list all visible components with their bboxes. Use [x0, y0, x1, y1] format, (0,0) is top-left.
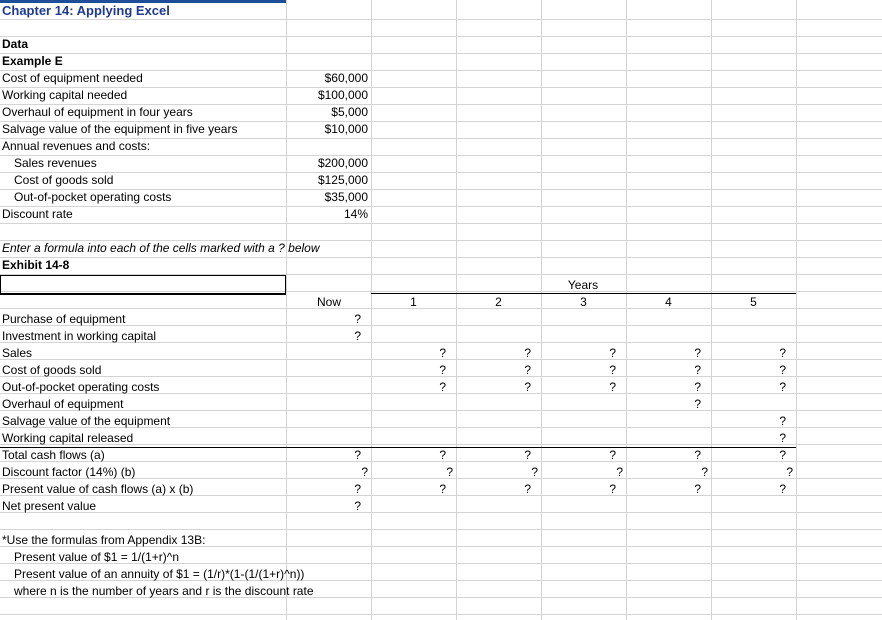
column-header-year[interactable]: 5 [750, 295, 757, 309]
row-gridline [0, 53, 882, 54]
sheet-title[interactable]: Chapter 14: Applying Excel [2, 3, 170, 18]
formula-cell[interactable]: ? [779, 380, 786, 394]
formula-cell[interactable]: ? [609, 482, 616, 496]
formula-cell[interactable]: ? [354, 448, 361, 462]
exhibit-row-label[interactable]: Total cash flows (a) [2, 448, 105, 462]
data-value-cell[interactable]: 14% [343, 207, 368, 221]
formula-cell[interactable]: ? [446, 465, 453, 479]
formula-cell[interactable]: ? [779, 431, 786, 445]
note-line[interactable]: Present value of $1 = 1/(1+r)^n [14, 550, 180, 564]
exhibit-row-label[interactable]: Purchase of equipment [2, 312, 126, 326]
formula-cell[interactable]: ? [779, 346, 786, 360]
formula-cell[interactable]: ? [779, 448, 786, 462]
data-label-cell[interactable]: Cost of equipment needed [2, 71, 143, 85]
data-label-cell[interactable]: Cost of goods sold [14, 173, 114, 187]
row-gridline [0, 87, 882, 88]
formula-cell[interactable]: ? [524, 448, 531, 462]
exhibit-row-label[interactable]: Present value of cash flows (a) x (b) [2, 482, 194, 496]
exhibit-row-label[interactable]: Investment in working capital [2, 329, 157, 343]
header-box-bottom [0, 293, 286, 295]
formula-cell[interactable]: ? [609, 380, 616, 394]
data-label-cell[interactable]: Sales revenues [14, 156, 97, 170]
exhibit-title[interactable]: Exhibit 14-8 [2, 258, 70, 272]
header-box-top [0, 275, 286, 276]
formula-cell[interactable]: ? [439, 346, 446, 360]
data-value-cell[interactable]: $35,000 [324, 190, 368, 204]
row-gridline [0, 206, 882, 207]
formula-cell[interactable]: ? [524, 380, 531, 394]
column-header-now[interactable]: Now [316, 295, 341, 309]
row-gridline [0, 36, 882, 37]
data-label-cell[interactable]: Out-of-pocket operating costs [14, 190, 172, 204]
data-label-cell[interactable]: Working capital needed [2, 88, 128, 102]
exhibit-row-label[interactable]: Cost of goods sold [2, 363, 102, 377]
formula-cell[interactable]: ? [531, 465, 538, 479]
note-line[interactable]: where n is the number of years and r is the discount rate [14, 584, 314, 598]
total-rule [0, 447, 796, 448]
exhibit-row-label[interactable]: Salvage value of the equipment [2, 414, 171, 428]
column-header-year[interactable]: 1 [410, 295, 417, 309]
formula-cell[interactable]: ? [361, 465, 368, 479]
header-box-left [0, 275, 1, 294]
formula-cell[interactable]: ? [439, 380, 446, 394]
row-gridline [0, 410, 882, 411]
formula-cell[interactable]: ? [694, 363, 701, 377]
formula-cell[interactable]: ? [779, 482, 786, 496]
row-gridline [0, 512, 882, 513]
row-gridline [0, 325, 882, 326]
row-gridline [0, 614, 882, 615]
formula-cell[interactable]: ? [524, 363, 531, 377]
data-label-cell[interactable]: Discount rate [2, 207, 73, 221]
data-label-cell[interactable]: Annual revenues and costs: [2, 139, 151, 153]
formula-cell[interactable]: ? [524, 482, 531, 496]
note-line[interactable]: *Use the formulas from Appendix 13B: [2, 533, 206, 547]
exhibit-row-label[interactable]: Overhaul of equipment [2, 397, 124, 411]
data-value-cell[interactable]: $125,000 [317, 173, 368, 187]
column-gridline [796, 0, 797, 620]
row-gridline [0, 257, 882, 258]
years-underline [371, 293, 796, 294]
formula-cell[interactable]: ? [609, 363, 616, 377]
row-gridline [0, 529, 882, 530]
formula-cell[interactable]: ? [701, 465, 708, 479]
formula-cell[interactable]: ? [694, 380, 701, 394]
formula-cell[interactable]: ? [439, 448, 446, 462]
instruction-text[interactable]: Enter a formula into each of the cells marked with a ? below [2, 241, 320, 255]
formula-cell[interactable]: ? [354, 499, 361, 513]
header-box-right [285, 275, 286, 294]
row-gridline [0, 155, 882, 156]
formula-cell[interactable]: ? [609, 448, 616, 462]
data-label-cell[interactable]: Salvage value of the equipment in five years [2, 122, 238, 136]
data-label-cell[interactable]: Overhaul of equipment in four years [2, 105, 193, 119]
formula-cell[interactable]: ? [694, 397, 701, 411]
formula-cell[interactable]: ? [694, 346, 701, 360]
example-label[interactable]: Example E [2, 54, 63, 68]
formula-cell[interactable]: ? [786, 465, 793, 479]
formula-cell[interactable]: ? [354, 482, 361, 496]
row-gridline [0, 223, 882, 224]
formula-cell[interactable]: ? [524, 346, 531, 360]
formula-cell[interactable]: ? [439, 363, 446, 377]
column-header-year[interactable]: 2 [495, 295, 502, 309]
formula-cell[interactable]: ? [779, 363, 786, 377]
row-gridline [0, 172, 882, 173]
exhibit-row-label[interactable]: Discount factor (14%) (b) [2, 465, 136, 479]
formula-cell[interactable]: ? [694, 448, 701, 462]
column-header-year[interactable]: 4 [665, 295, 672, 309]
formula-cell[interactable]: ? [354, 329, 361, 343]
formula-cell[interactable]: ? [616, 465, 623, 479]
exhibit-row-label[interactable]: Sales [2, 346, 33, 360]
formula-cell[interactable]: ? [439, 482, 446, 496]
row-gridline [0, 291, 882, 292]
data-value-cell[interactable]: $10,000 [324, 122, 368, 136]
note-line[interactable]: Present value of an annuity of $1 = (1/r)*(1-(1/(1+r)^n)) [14, 567, 305, 581]
data-value-cell[interactable]: $5,000 [331, 105, 368, 119]
exhibit-row-label[interactable]: Net present value [2, 499, 97, 513]
row-gridline [0, 19, 882, 20]
exhibit-row-label[interactable]: Out-of-pocket operating costs [2, 380, 160, 394]
formula-cell[interactable]: ? [609, 346, 616, 360]
column-header-year[interactable]: 3 [580, 295, 587, 309]
formula-cell[interactable]: ? [779, 414, 786, 428]
years-header[interactable]: Years [567, 278, 599, 292]
data-value-cell[interactable]: $100,000 [317, 88, 368, 102]
exhibit-row-label[interactable]: Working capital released [2, 431, 134, 445]
data-value-cell[interactable]: $60,000 [324, 71, 368, 85]
formula-cell[interactable]: ? [694, 482, 701, 496]
data-heading[interactable]: Data [2, 37, 29, 51]
formula-cell[interactable]: ? [354, 312, 361, 326]
data-value-cell[interactable]: $200,000 [317, 156, 368, 170]
